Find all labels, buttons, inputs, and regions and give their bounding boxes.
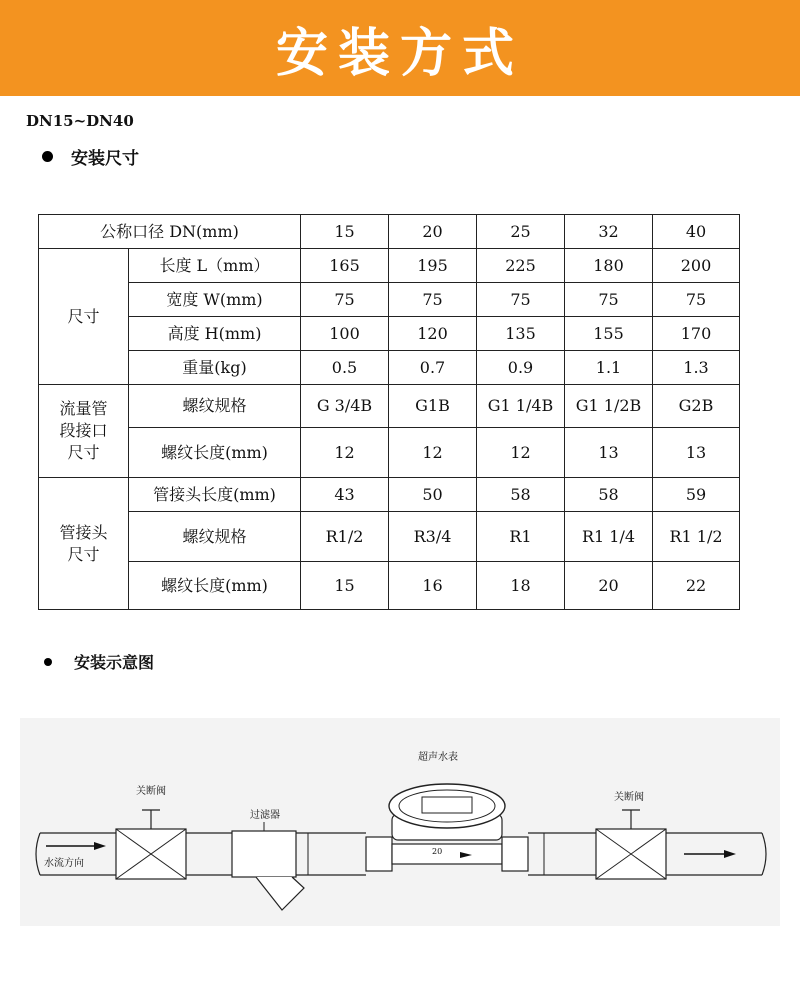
group-fitting-line: 尺寸	[67, 544, 100, 564]
table-row	[39, 512, 740, 562]
group-flow-line: 尺寸	[67, 443, 100, 462]
row-label: 重量(kg)	[129, 351, 301, 385]
table-cell: 22	[653, 562, 740, 610]
valve-left-label: 关断阀	[136, 786, 166, 797]
row-label: 螺纹规格	[129, 512, 301, 562]
nominal-diameter-label: 公称口径 DN(mm)	[39, 215, 301, 249]
ultrasonic-meter-icon	[366, 784, 528, 871]
table-cell: R3/4	[389, 512, 477, 562]
table-row	[39, 249, 740, 283]
table-cell: 0.9	[477, 351, 565, 385]
valve-right-label: 关断阀	[614, 792, 644, 803]
range-label: DN15~DN40	[26, 112, 134, 130]
table-cell: 165	[301, 249, 389, 283]
table-cell: 120	[389, 317, 477, 351]
filter-label: 过滤器	[250, 810, 280, 821]
table-cell: 170	[653, 317, 740, 351]
table-cell: 75	[653, 283, 740, 317]
flow-arrow-left-icon	[46, 842, 106, 850]
table-cell: 225	[477, 249, 565, 283]
table-cell: R1/2	[301, 512, 389, 562]
meter-label: 超声水表	[418, 752, 458, 763]
group-fitting-label	[39, 478, 129, 610]
table-row	[39, 428, 740, 478]
table-cell: R1 1/4	[565, 512, 653, 562]
table-cell: 195	[389, 249, 477, 283]
row-label: 高度 H(mm)	[129, 317, 301, 351]
table-row	[39, 385, 740, 428]
table-cell: G1 1/2B	[565, 385, 653, 428]
table-cell: 58	[477, 478, 565, 512]
table-row	[39, 283, 740, 317]
section-dimensions-title: 安装尺寸	[71, 149, 139, 169]
section-dimensions-heading	[42, 144, 139, 169]
row-label: 管接头长度(mm)	[129, 478, 301, 512]
table-cell: 43	[301, 478, 389, 512]
row-label: 长度 L（mm）	[129, 249, 301, 283]
table-cell: 0.5	[301, 351, 389, 385]
table-cell: 12	[477, 428, 565, 478]
table-row	[39, 351, 740, 385]
table-cell: G1B	[389, 385, 477, 428]
pipe-segment	[186, 833, 232, 875]
page-title: 安装方式	[275, 23, 524, 84]
table-cell: 12	[301, 428, 389, 478]
table-cell: 180	[565, 249, 653, 283]
group-flow-label	[39, 385, 129, 478]
table-cell: 15	[301, 215, 389, 249]
table-cell: 135	[477, 317, 565, 351]
table-cell: 50	[389, 478, 477, 512]
table-cell: G2B	[653, 385, 740, 428]
table-cell: 13	[653, 428, 740, 478]
table-row	[39, 562, 740, 610]
section-diagram-title: 安装示意图	[74, 653, 155, 672]
table-cell: 13	[565, 428, 653, 478]
row-label: 螺纹规格	[129, 385, 301, 428]
table-row	[39, 317, 740, 351]
flow-arrow-right-icon	[684, 850, 736, 858]
table-cell: G1 1/4B	[477, 385, 565, 428]
installation-diagram-svg	[20, 718, 780, 926]
table-row	[39, 215, 740, 249]
table-row	[39, 478, 740, 512]
dimensions-table	[38, 214, 740, 610]
table-cell: 25	[477, 215, 565, 249]
group-size-label: 尺寸	[39, 249, 129, 385]
table-cell: 1.1	[565, 351, 653, 385]
table-cell: G 3/4B	[301, 385, 389, 428]
table-cell: 155	[565, 317, 653, 351]
table-cell: 20	[389, 215, 477, 249]
table-cell: 15	[301, 562, 389, 610]
bullet-icon	[42, 151, 53, 162]
table-cell: 75	[389, 283, 477, 317]
table-cell: 75	[301, 283, 389, 317]
table-cell: 75	[477, 283, 565, 317]
filter-icon	[232, 822, 304, 910]
table-cell: 40	[653, 215, 740, 249]
table-cell: 32	[565, 215, 653, 249]
header-banner	[0, 0, 800, 96]
valve-left-icon	[116, 810, 186, 879]
table-cell: 58	[565, 478, 653, 512]
row-label: 宽度 W(mm)	[129, 283, 301, 317]
row-label: 螺纹长度(mm)	[129, 562, 301, 610]
bullet-icon	[44, 658, 52, 666]
table-cell: 100	[301, 317, 389, 351]
table-cell: 200	[653, 249, 740, 283]
table-cell: 16	[389, 562, 477, 610]
table-cell: 59	[653, 478, 740, 512]
table-cell: 75	[565, 283, 653, 317]
table-cell: 20	[565, 562, 653, 610]
valve-right-icon	[596, 810, 666, 879]
pipe-segment	[528, 833, 596, 875]
meter-dn-label: 20	[432, 847, 443, 856]
table-cell: 18	[477, 562, 565, 610]
group-flow-line: 段接口	[59, 421, 108, 440]
table-cell: R1 1/2	[653, 512, 740, 562]
group-flow-line: 流量管	[59, 399, 108, 418]
table-cell: R1	[477, 512, 565, 562]
section-diagram-heading	[44, 650, 154, 673]
table-cell: 1.3	[653, 351, 740, 385]
row-label: 螺纹长度(mm)	[129, 428, 301, 478]
table-cell: 12	[389, 428, 477, 478]
flow-direction-label: 水流方向	[44, 858, 84, 869]
pipe-segment	[296, 833, 366, 875]
table-cell: 0.7	[389, 351, 477, 385]
group-fitting-line: 管接头	[59, 522, 108, 542]
installation-diagram	[20, 718, 780, 926]
